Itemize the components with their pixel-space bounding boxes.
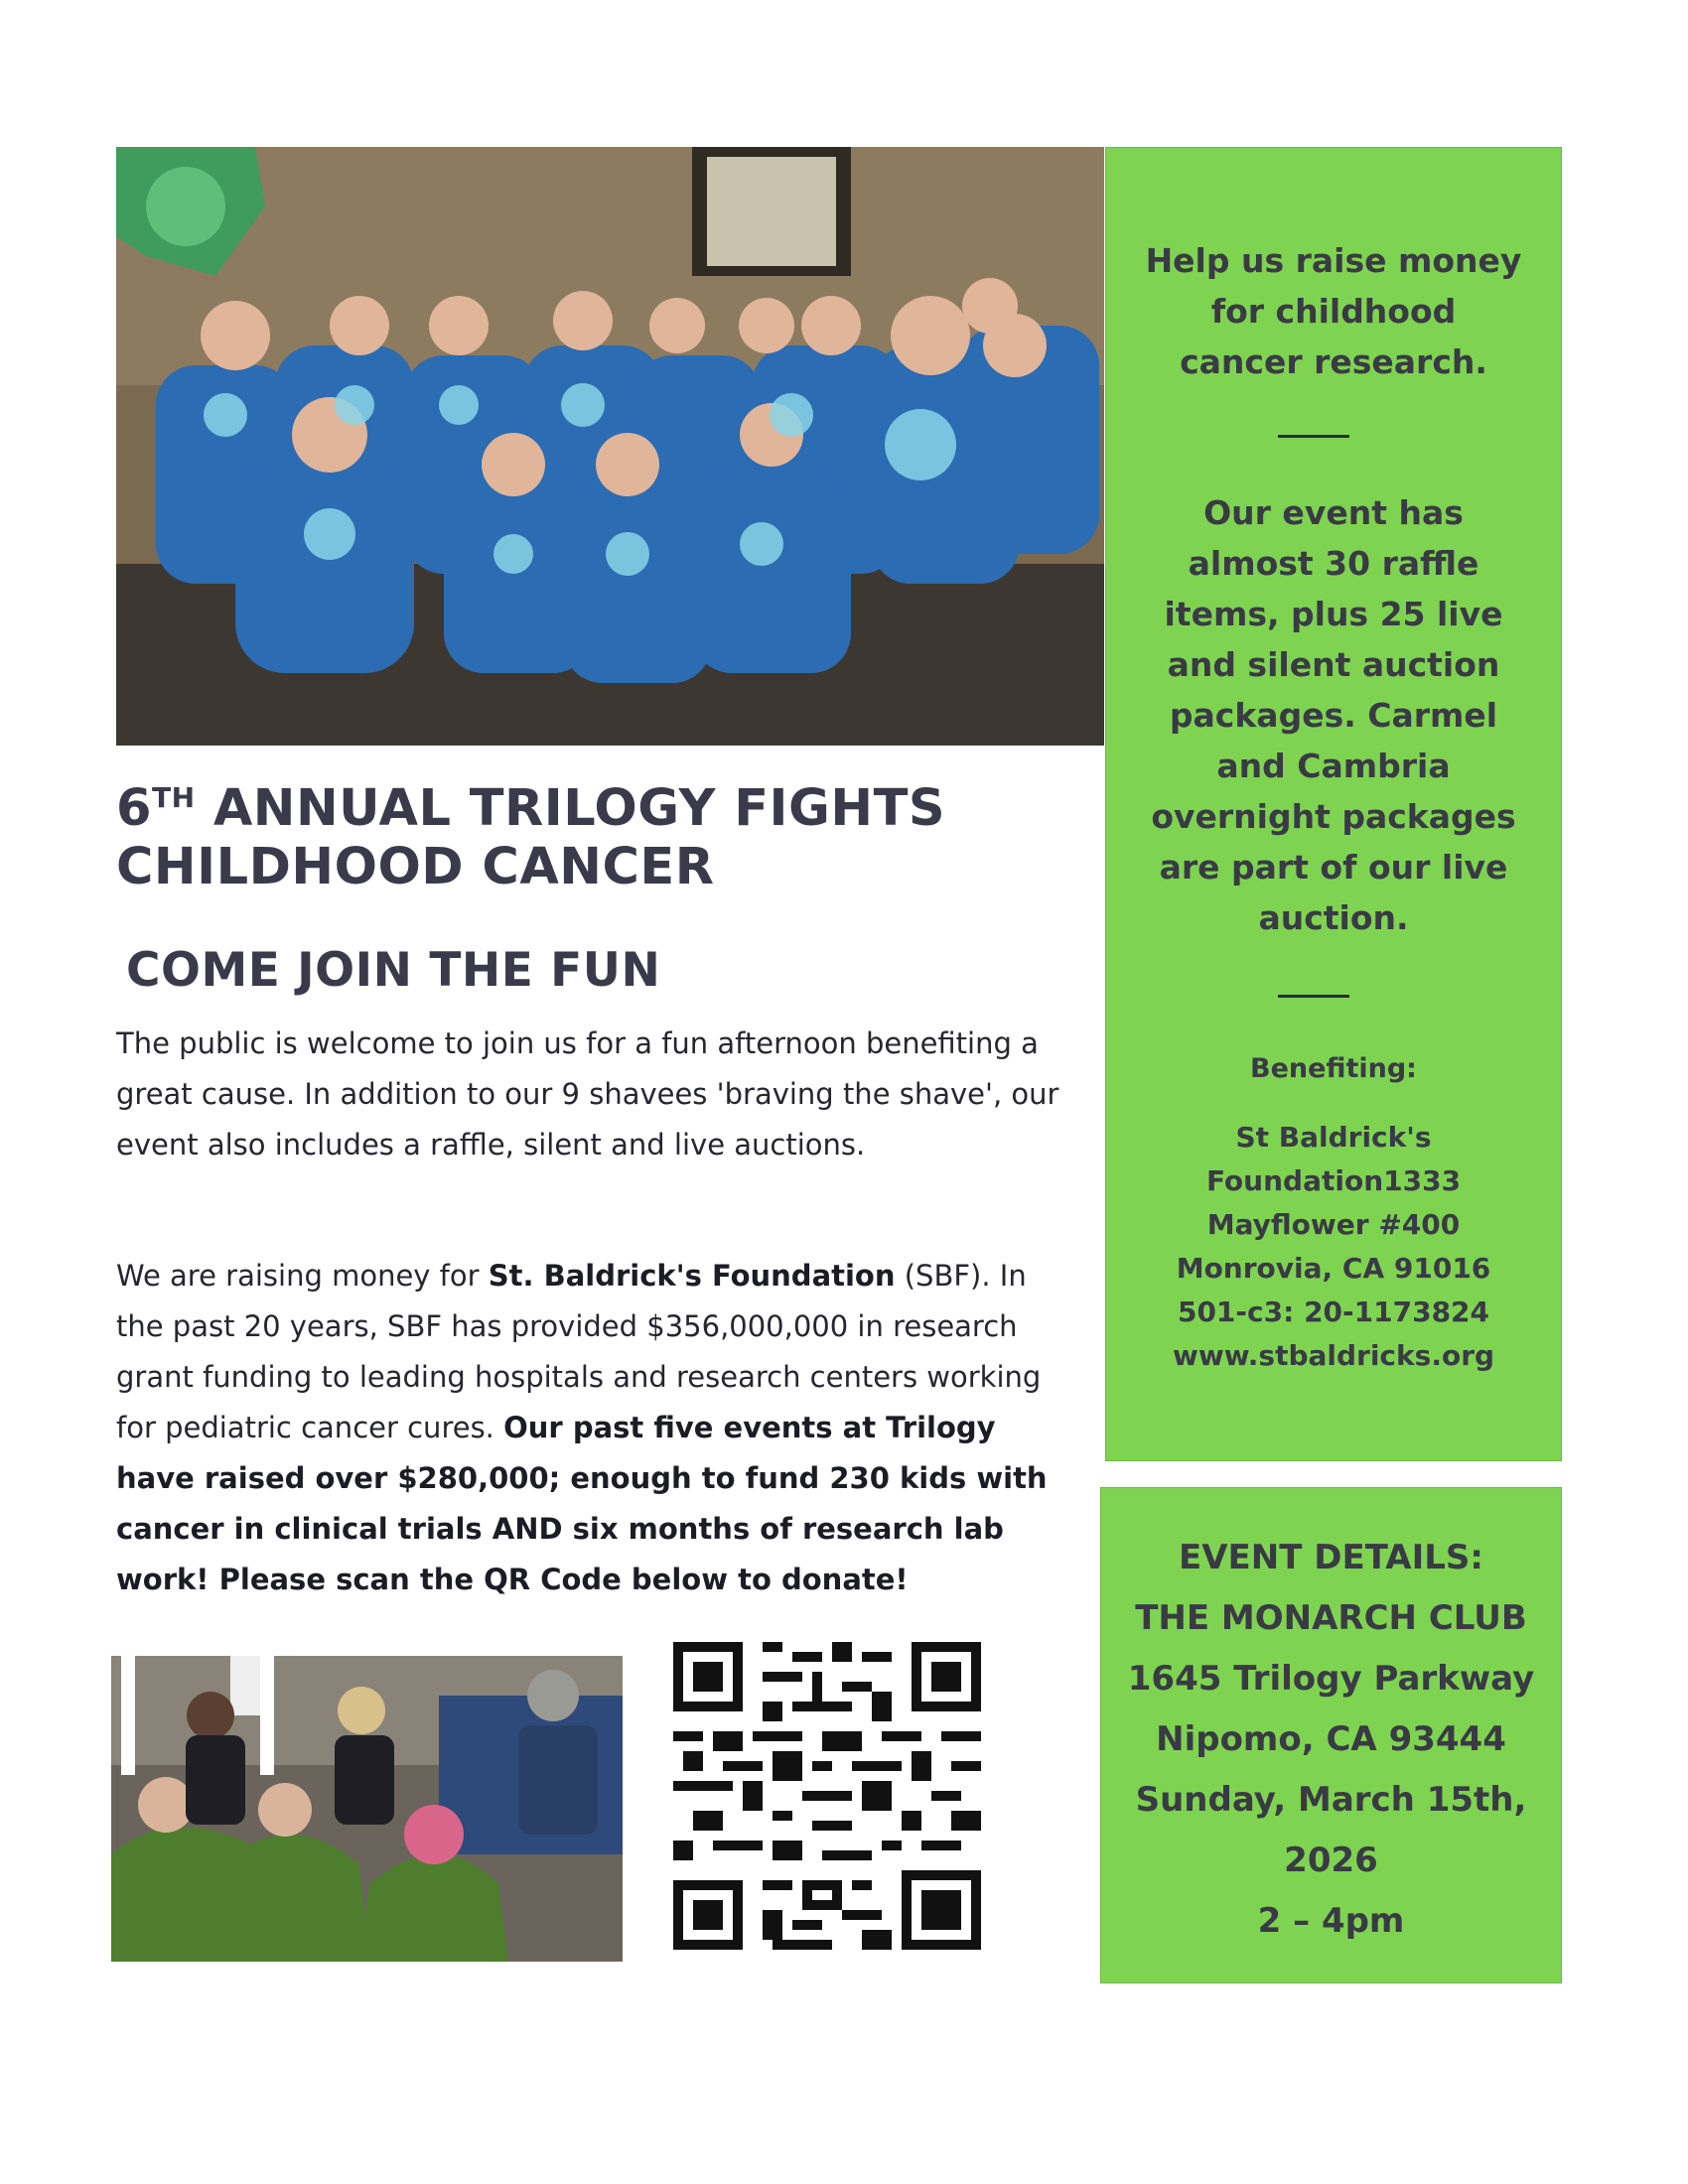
auction-line: overnight packages xyxy=(1151,797,1516,836)
intro-paragraph: The public is welcome to join us for a fun afternoon benefiting a great cause. In addition to our 9 shavees 'braving the shave', our event also includes a raffle, silent and live auctions. xyxy=(116,1026,1059,1161)
address-line: St Baldrick's xyxy=(1235,1121,1432,1154)
headline-ordinal-number: 6 xyxy=(116,779,152,838)
help-line: cancer research. xyxy=(1180,342,1487,381)
auction-line: items, plus 25 live xyxy=(1164,595,1503,633)
event-details-box xyxy=(1100,1487,1562,1983)
event-date: Sunday, March 15th, xyxy=(1135,1780,1527,1820)
event-time: 2 – 4pm xyxy=(1257,1901,1405,1941)
head-shaving-photo xyxy=(111,1656,623,1962)
fundraising-info-box xyxy=(1105,147,1562,1461)
help-message xyxy=(1106,235,1561,387)
divider xyxy=(1278,435,1349,438)
address-line: Monrovia, CA 91016 xyxy=(1176,1252,1491,1285)
details-heading: EVENT DETAILS: xyxy=(1179,1538,1483,1577)
address-line: Mayflower #400 xyxy=(1206,1208,1461,1241)
address-line: 501-c3: 20-1173824 xyxy=(1177,1296,1490,1328)
subheading: COME JOIN THE FUN xyxy=(126,943,661,998)
auction-line: packages. Carmel xyxy=(1169,696,1498,735)
auction-line: Our event has xyxy=(1203,493,1464,532)
headline-ordinal-suffix: TH xyxy=(152,781,196,814)
foundation-name: St. Baldrick's Foundation xyxy=(488,1259,896,1293)
venue-city: Nipomo, CA 93444 xyxy=(1156,1719,1506,1759)
headline-line-1: ANNUAL TRILOGY FIGHTS xyxy=(212,779,946,838)
venue-street: 1645 Trilogy Parkway xyxy=(1127,1659,1535,1699)
event-headline xyxy=(116,779,970,896)
auction-message xyxy=(1106,487,1561,943)
address-line: Foundation1333 xyxy=(1205,1164,1462,1197)
beneficiary-address xyxy=(1106,1116,1561,1378)
website-link[interactable]: www.stbaldricks.org xyxy=(1172,1339,1495,1372)
venue-name: THE MONARCH CLUB xyxy=(1135,1598,1527,1638)
event-year: 2026 xyxy=(1284,1841,1378,1880)
para2-middle: (SBF). In the past 20 years, SBF has provided $356,000,000 in research grant funding to leading hospitals and research centers working for pediatric cancer cures. xyxy=(116,1259,1042,1444)
headline-line-2: CHILDHOOD CANCER xyxy=(116,838,715,897)
auction-line: and silent auction xyxy=(1167,645,1500,684)
fundraising-paragraph xyxy=(116,1251,1064,1605)
auction-line: and Cambria xyxy=(1216,747,1451,785)
divider xyxy=(1278,995,1349,998)
auction-line: auction. xyxy=(1258,898,1409,937)
benefiting-label: Benefiting: xyxy=(1250,1053,1417,1084)
auction-line: are part of our live xyxy=(1159,848,1508,887)
donation-qr-code[interactable] xyxy=(673,1642,981,1950)
help-line: for childhood xyxy=(1210,292,1457,331)
group-photo xyxy=(116,147,1104,746)
event-details xyxy=(1101,1528,1561,1952)
donation-call: Our past five events at Trilogy have raised over $280,000; enough to fund 230 kids with cancer in clinical trials AND six months of research lab work! Please scan the QR Code below to donate! xyxy=(116,1411,1048,1596)
auction-line: almost 30 raffle xyxy=(1188,544,1479,583)
help-line: Help us raise money xyxy=(1145,241,1522,280)
para2-lead: We are raising money for xyxy=(116,1259,489,1293)
